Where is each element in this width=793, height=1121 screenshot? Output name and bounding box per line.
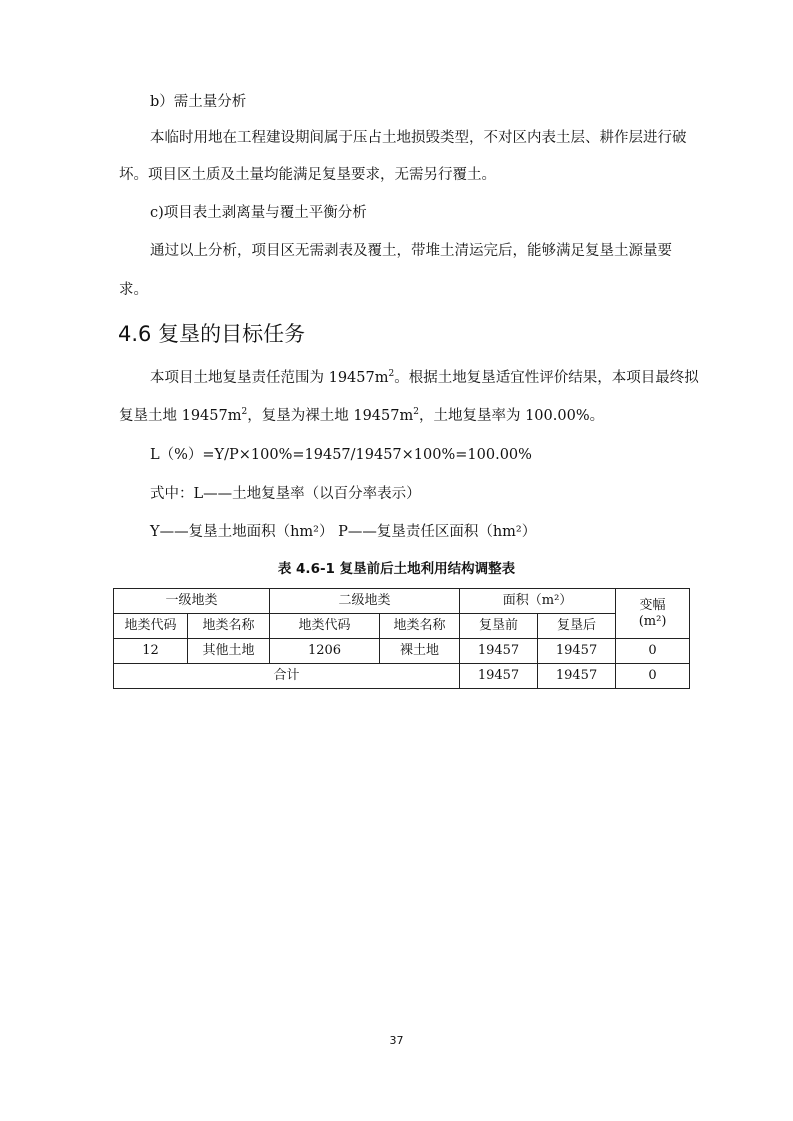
- cell-code1: 12: [114, 639, 188, 664]
- header-area: 面积（m²）: [460, 589, 616, 614]
- cell-name2: 裸土地: [380, 639, 460, 664]
- paragraph-1-line-1: 本临时用地在工程建设期间属于压占土地损毁类型，不对区内表土层、耕作层进行破: [150, 130, 687, 146]
- section-c-title: c)项目表土剥离量与覆土平衡分析: [150, 205, 367, 221]
- superscript: 2: [388, 369, 395, 380]
- superscript: 2: [413, 407, 419, 418]
- paragraph-2-line-1: 通过以上分析，项目区无需剥表及覆土，带堆土清运完后，能够满足复垦土源量要: [150, 243, 672, 259]
- formula-definition: 式中：L——土地复垦率（以百分率表示）: [150, 486, 421, 502]
- cell-name1: 其他土地: [188, 639, 270, 664]
- paragraph-1-line-2: 坏。项目区土质及土量均能满足复垦要求，无需另行覆土。: [119, 167, 496, 183]
- paragraph-3-line-2: [119, 406, 604, 426]
- page-number: 37: [389, 1034, 404, 1047]
- header-level2: 二级地类: [270, 589, 460, 614]
- table-header-row-2: [114, 614, 690, 639]
- table-caption: 表 4.6-1 复垦前后土地利用结构调整表: [277, 561, 516, 577]
- section-heading: 4.6 复垦的目标任务: [118, 322, 306, 346]
- cell-change: 0: [616, 639, 690, 664]
- total-label: 合计: [114, 664, 460, 689]
- table-row: [114, 639, 690, 664]
- cell-before: 19457: [460, 639, 538, 664]
- header-level1: 一级地类: [114, 589, 270, 614]
- paragraph-3-line-1: [150, 368, 699, 388]
- section-b-title: b）需土量分析: [150, 94, 247, 110]
- header-change-label: 变幅: [639, 597, 666, 613]
- header-name2: 地类名称: [380, 614, 460, 639]
- text-span: ，复垦为裸土地 19457m: [247, 408, 414, 424]
- total-before: 19457: [460, 664, 538, 689]
- text-span: ，土地复垦率为 100.00%。: [418, 408, 605, 424]
- text-span: 复垦土地 19457m: [119, 408, 242, 424]
- header-name1: 地类名称: [188, 614, 270, 639]
- header-change: [616, 589, 690, 639]
- header-change-unit: (m²): [638, 613, 667, 629]
- cell-code2: 1206: [270, 639, 380, 664]
- header-code2: 地类代码: [270, 614, 380, 639]
- land-use-table: [113, 588, 690, 689]
- header-after: 复垦后: [538, 614, 616, 639]
- cell-after: 19457: [538, 639, 616, 664]
- text-span: 本项目土地复垦责任范围为 19457m: [150, 370, 389, 386]
- table-total-row: [114, 664, 690, 689]
- table-header-row-1: [114, 589, 690, 614]
- text-span: 。根据土地复垦适宜性评价结果，本项目最终拟: [394, 370, 699, 386]
- formula: L（%）=Y/P×100%=19457/19457×100%=100.00%: [150, 447, 532, 463]
- total-change: 0: [616, 664, 690, 689]
- formula-variables: Y——复垦土地面积（hm²） P——复垦责任区面积（hm²）: [150, 524, 537, 540]
- superscript: 2: [241, 407, 248, 418]
- header-code1: 地类代码: [114, 614, 188, 639]
- total-after: 19457: [538, 664, 616, 689]
- header-before: 复垦前: [460, 614, 538, 639]
- paragraph-2-line-2: 求。: [119, 282, 148, 298]
